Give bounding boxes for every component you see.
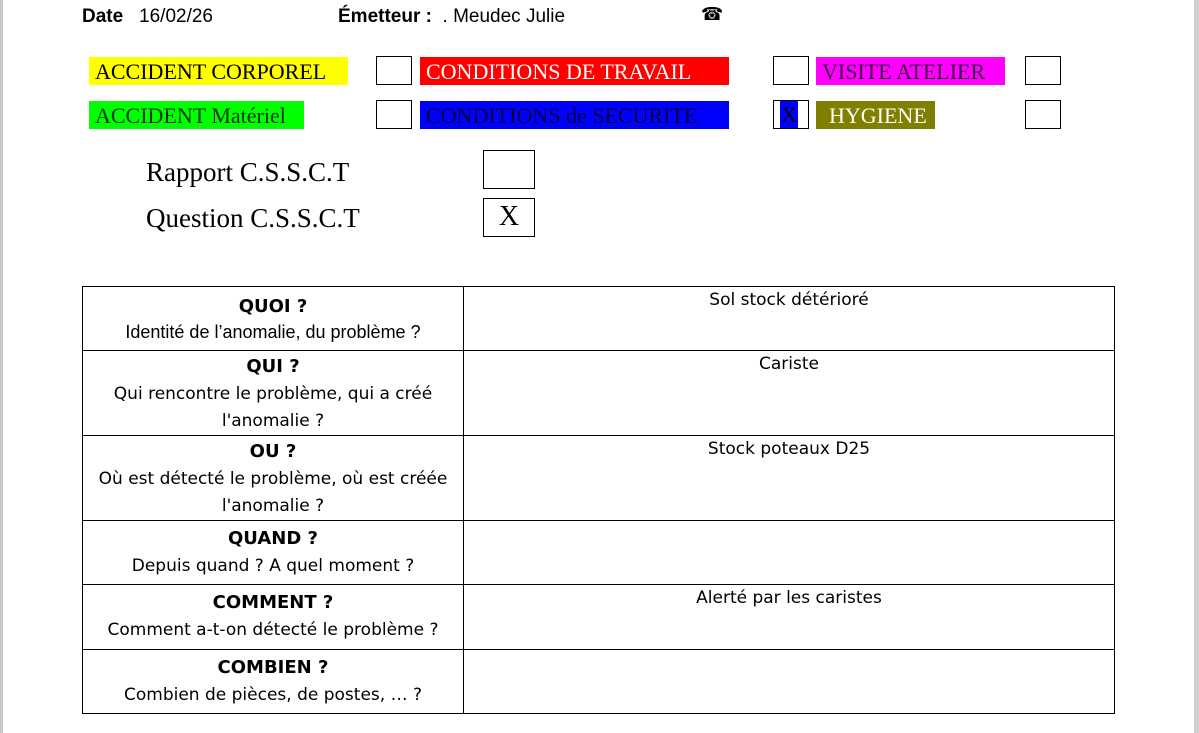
table-row <box>83 436 1115 521</box>
analysis-table <box>82 286 1115 714</box>
answer-cell[interactable]: Stock poteaux D25 <box>464 436 1115 521</box>
emitter-field <box>338 5 565 29</box>
answer-cell[interactable]: Sol stock détérioré <box>464 287 1115 351</box>
question-cell <box>83 585 464 650</box>
question-cell <box>83 521 464 585</box>
checkbox-visite-atelier[interactable] <box>1025 56 1061 85</box>
table-row <box>83 351 1115 436</box>
question-cell <box>83 436 464 521</box>
question-title: COMMENT ? <box>212 592 334 613</box>
question-cell <box>83 351 464 436</box>
left-border <box>0 0 3 733</box>
right-scrollbar[interactable] <box>1194 0 1199 733</box>
date-field <box>82 5 213 29</box>
question-desc: Identité de l’anomalie, du problème ? <box>125 322 421 342</box>
checkbox-hygiene[interactable] <box>1025 100 1061 129</box>
rapport-csct-checkbox[interactable] <box>483 150 535 189</box>
checkbox-conditions-securite[interactable] <box>773 100 809 129</box>
checkbox-accident-materiel[interactable] <box>376 100 412 129</box>
category-accident-materiel: ACCIDENT Matériel <box>89 101 304 129</box>
table-row <box>83 287 1115 351</box>
question-csct-label: Question C.S.S.C.T <box>146 203 360 233</box>
date-value: 16/02/26 <box>139 6 213 27</box>
table-row <box>83 650 1115 714</box>
category-accident-corporel: ACCIDENT CORPOREL <box>89 57 348 85</box>
checkbox-conditions-travail[interactable] <box>773 56 809 85</box>
answer-cell[interactable]: Cariste <box>464 351 1115 436</box>
emitter-label: Émetteur : <box>338 6 432 27</box>
category-hygiene: HYGIENE <box>816 101 935 129</box>
answer-cell[interactable]: Alerté par les caristes <box>464 585 1115 650</box>
question-title: COMBIEN ? <box>217 657 329 678</box>
question-desc: Comment a-t-on détecté le problème ? <box>107 620 439 640</box>
answer-cell[interactable] <box>464 650 1115 714</box>
rapport-csct-label: Rapport C.S.S.C.T <box>146 157 350 187</box>
question-cell <box>83 287 464 351</box>
question-csct-checkbox[interactable]: X <box>483 198 535 237</box>
question-desc: Qui rencontre le problème, qui a créé l'anomalie ? <box>113 384 433 431</box>
question-title: QUI ? <box>246 356 300 377</box>
category-conditions-securite: CONDITIONS de SECURITE <box>420 101 729 129</box>
question-desc: Où est détecté le problème, où est créée l'anomalie ? <box>98 469 448 516</box>
emitter-value: . Meudec Julie <box>442 6 566 27</box>
table-row <box>83 585 1115 650</box>
question-title: OU ? <box>249 441 297 462</box>
checkbox-accident-corporel[interactable] <box>376 56 412 85</box>
category-visite-atelier: VISITE ATELIER <box>816 57 1005 85</box>
question-title: QUAND ? <box>227 528 318 549</box>
question-cell <box>83 650 464 714</box>
table-row <box>83 521 1115 585</box>
category-conditions-travail: CONDITIONS DE TRAVAIL <box>420 57 729 85</box>
date-label: Date <box>82 6 124 27</box>
checkbox-mark: X <box>781 102 797 127</box>
question-title: QUOI ? <box>238 296 308 317</box>
question-desc: Depuis quand ? A quel moment ? <box>131 556 415 576</box>
answer-cell[interactable] <box>464 521 1115 585</box>
question-desc: Combien de pièces, de postes, … ? <box>124 685 422 705</box>
phone-icon: ☎ <box>701 4 724 25</box>
